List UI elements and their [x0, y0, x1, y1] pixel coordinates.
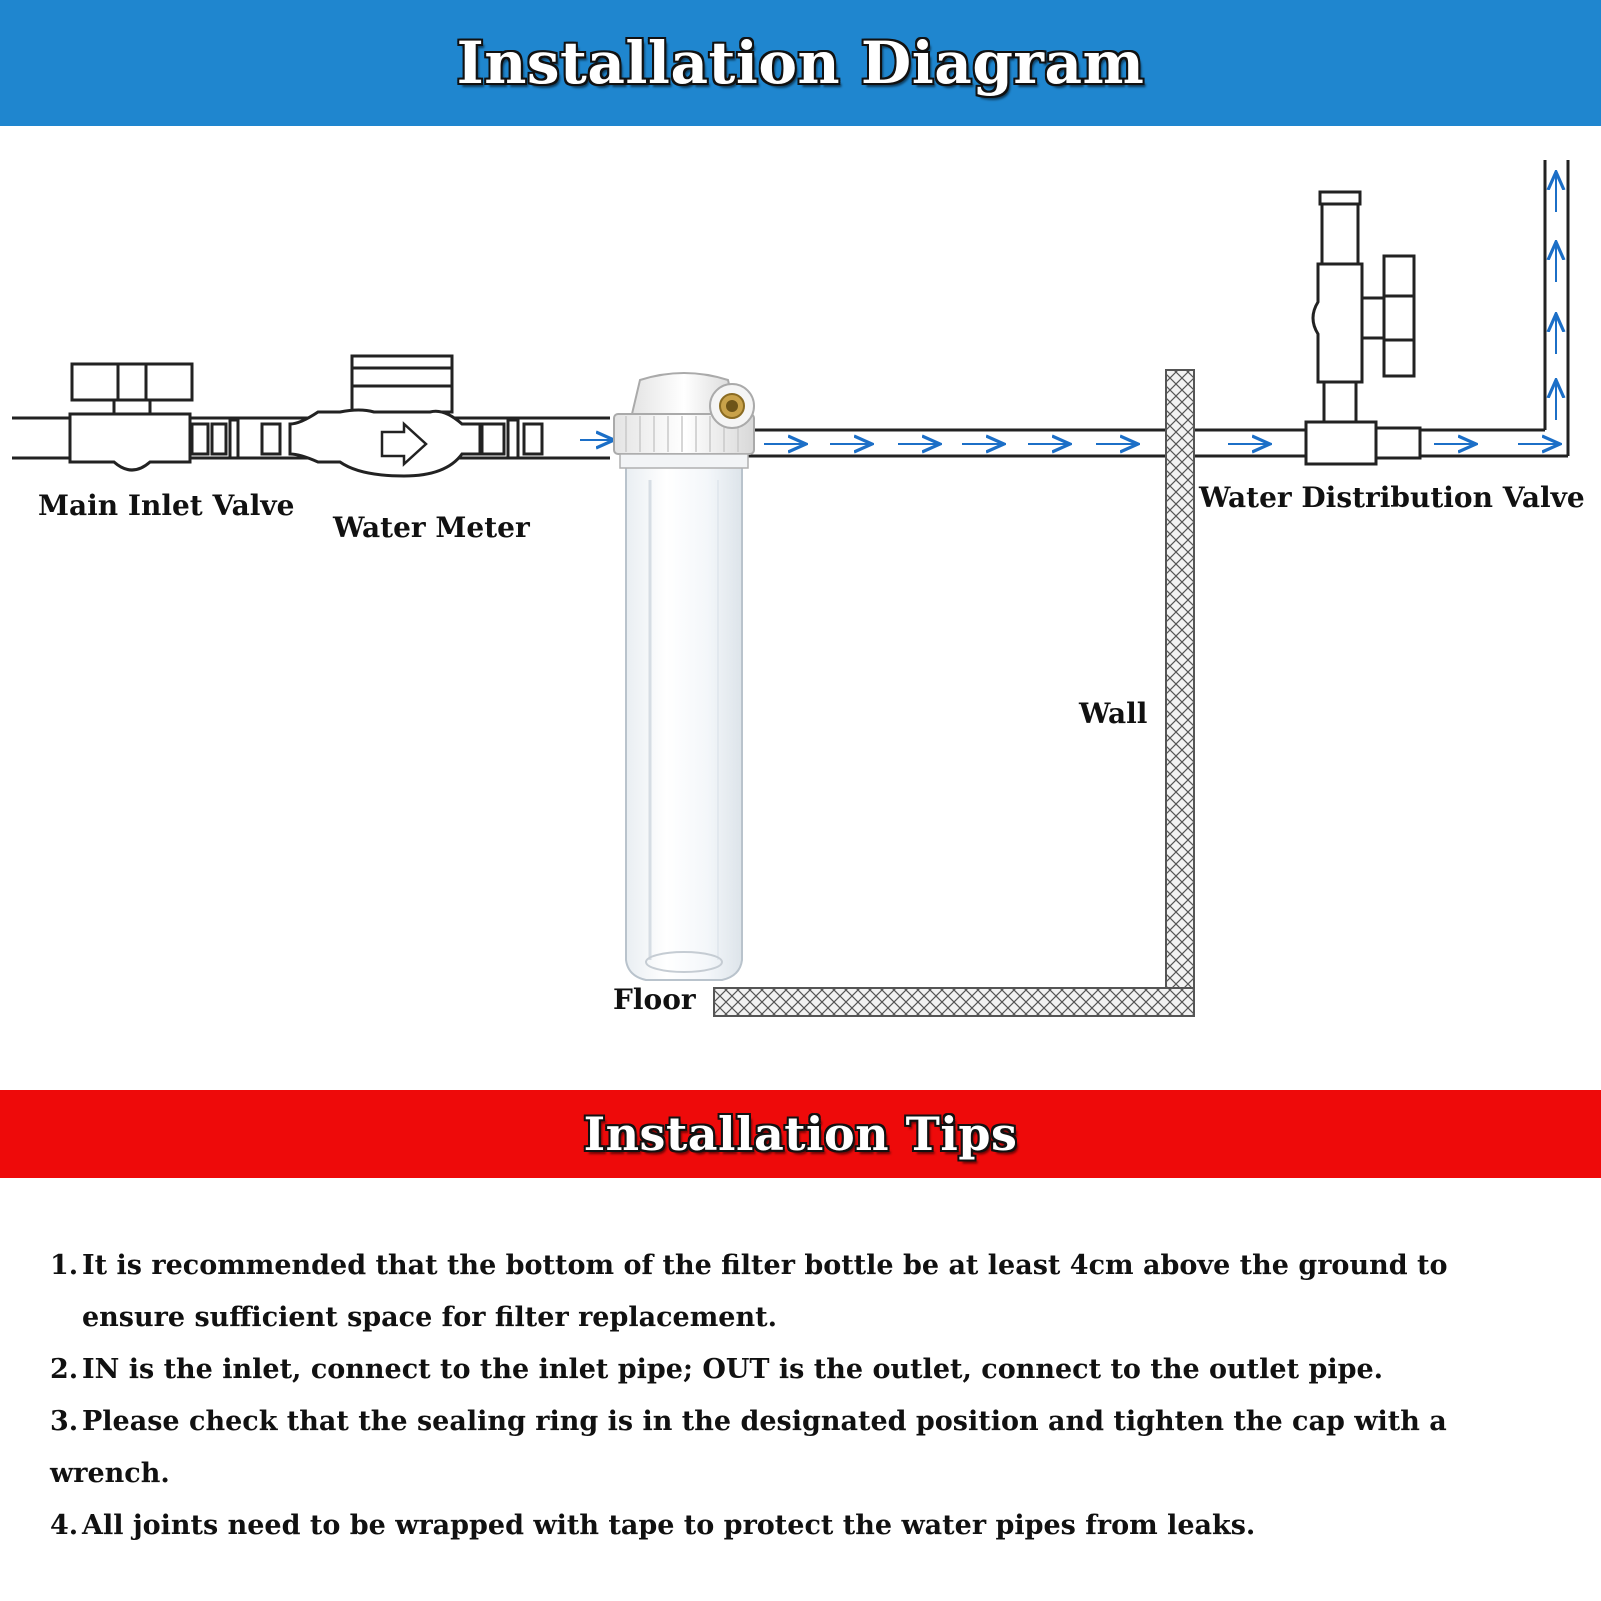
- water-distribution-valve-icon: [1306, 192, 1420, 464]
- outlet-pipe: [740, 160, 1568, 456]
- water-distribution-valve-label: Water Distribution Valve: [1199, 481, 1585, 514]
- tip-item: [50, 1344, 1570, 1396]
- installation-diagram: [0, 126, 1601, 1090]
- tip-item: [50, 1500, 1570, 1552]
- tip-number: 4.: [50, 1510, 79, 1541]
- tip-text: All joints need to be wrapped with tape to protect the water pipes from leaks.: [82, 1510, 1256, 1541]
- tips-banner: [0, 1090, 1601, 1178]
- tip-number: 3.: [50, 1406, 79, 1437]
- water-meter-label: Water Meter: [333, 511, 530, 544]
- tip-item: [50, 1240, 1570, 1344]
- tip-text: IN is the inlet, connect to the inlet pipe; OUT is the outlet, connect to the outlet pipe.: [82, 1354, 1384, 1385]
- tip-number: 1.: [50, 1250, 79, 1281]
- floor-label: Floor: [613, 983, 696, 1016]
- tips-title: Installation Tips: [583, 1107, 1018, 1161]
- filter-housing: [614, 373, 754, 980]
- floor: [714, 988, 1194, 1016]
- header-banner: [0, 0, 1601, 126]
- tip-text: Please check that the sealing ring is in the designated position and tighten the cap with a wrench.: [50, 1406, 1447, 1489]
- tips-list: [50, 1240, 1570, 1552]
- page-title: Installation Diagram: [456, 29, 1145, 97]
- tip-text: It is recommended that the bottom of the filter bottle be at least 4cm above the ground to: [82, 1250, 1448, 1281]
- main-inlet-valve-label: Main Inlet Valve: [38, 489, 295, 522]
- tip-text-continued: ensure sufficient space for filter replacement.: [82, 1302, 777, 1333]
- tip-number: 2.: [50, 1354, 79, 1385]
- wall: [1166, 370, 1194, 990]
- tip-item: [50, 1396, 1570, 1500]
- wall-label: Wall: [1079, 697, 1148, 730]
